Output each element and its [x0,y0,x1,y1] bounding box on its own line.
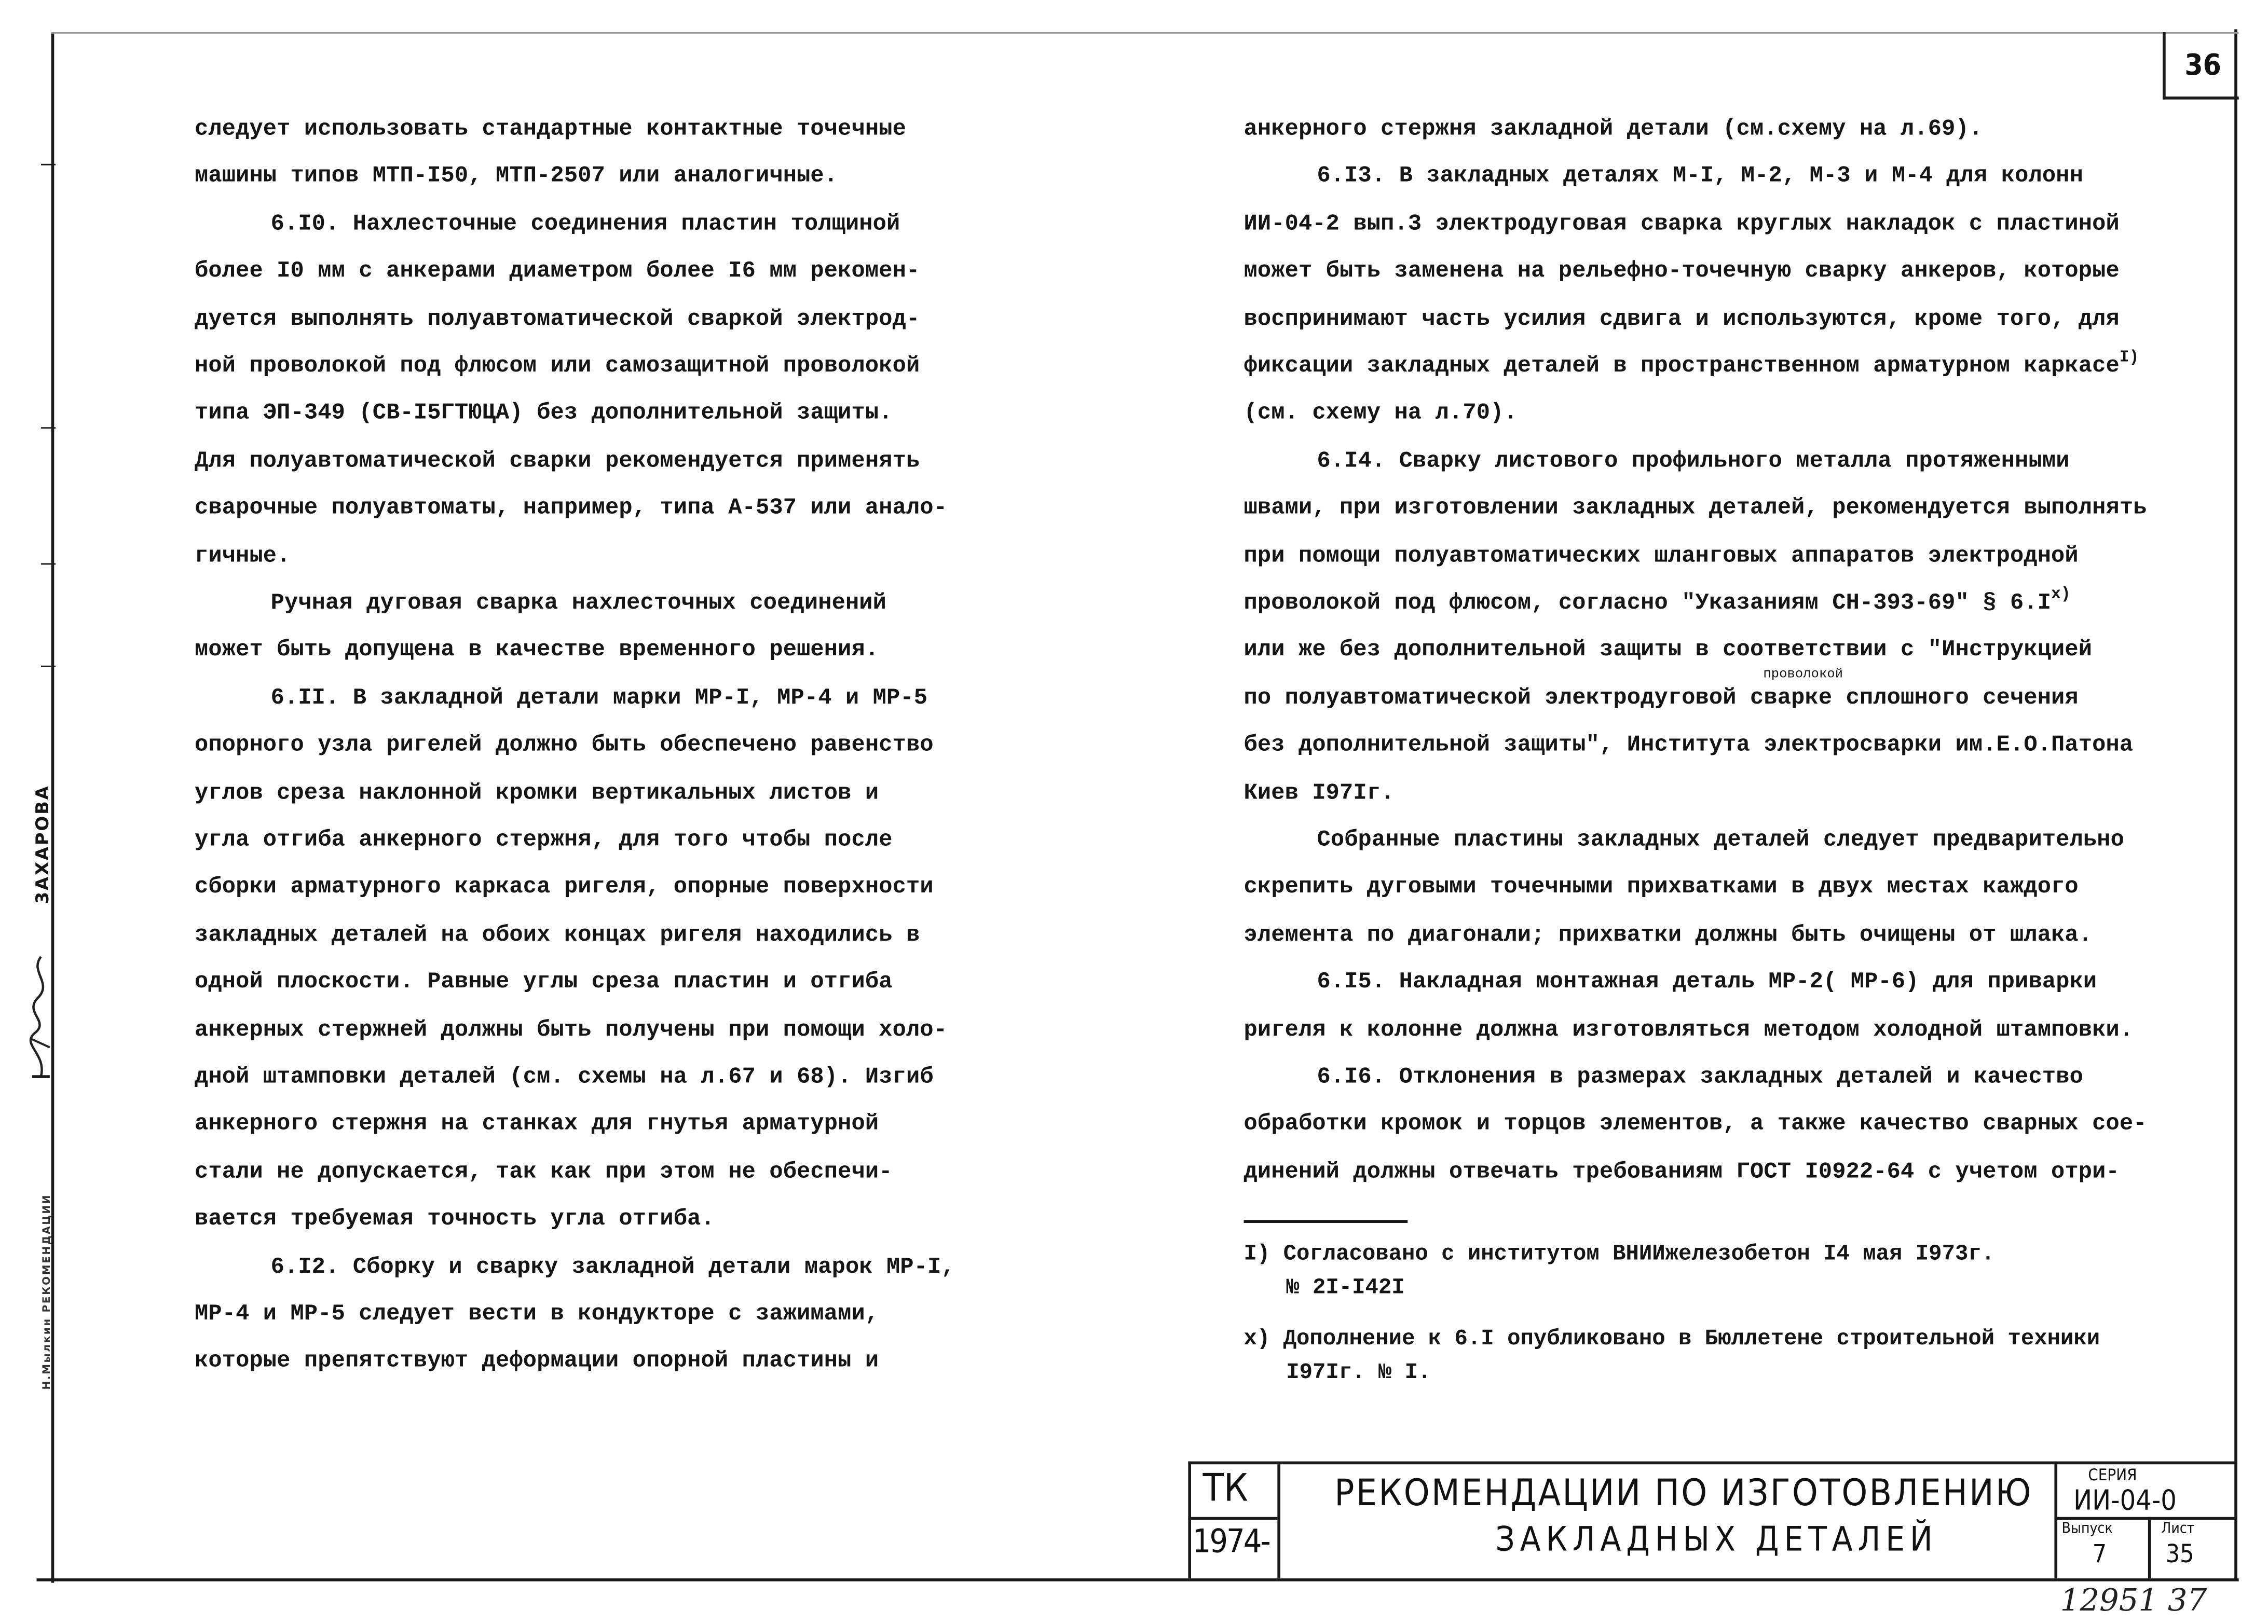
handwritten-archive-number: 12951 37 [2060,1582,2207,1618]
margin-tick [41,563,56,565]
margin-signature [23,951,59,1083]
text-line: 6.I3. В закладных деталях М-I, М-2, М-3 и М-4 для колонн [1317,162,2083,189]
text-line: по полуавтоматической электродуговой сварке сплошного сечения [1244,684,2079,711]
document-title-line-1: РЕКОМЕНДАЦИИ ПО ИЗГОТОВЛЕНИЮ [1334,1471,2033,1515]
text-line: или же без дополнительной защиты в соответствии с "Инструкцией [1244,636,2093,663]
text-line: 6.I2. Сборку и сварку закладной детали марок МР-I, [270,1254,955,1280]
frame-right-rule [2234,29,2237,1580]
text-line: закладных деталей на обоих концах ригеля находились в [194,921,920,948]
text-line: дуется выполнять полуавтоматической сваркой электрод- [194,306,920,333]
text-line: ИИ-04-2 вып.3 электродуговая сварка круглых накладок с пластиной [1244,210,2120,237]
issue-value: 7 [2092,1540,2107,1570]
text-line: более I0 мм с анкерами диаметром более I6 мм рекомен- [194,257,920,284]
text-line: углов среза наклонной кромки вертикальных листов и [194,779,879,806]
text-line: Киев I97Iг. [1244,779,1395,806]
text-line: Собранные пластины закладных деталей следует предварительно [1317,826,2125,853]
text-line: 6.I6. Отклонения в размерах закладных деталей и качество [1317,1063,2083,1090]
text-line-with-note [1244,351,2224,383]
org-code: ТК [1203,1467,1248,1511]
text-line: одной плоскости. Равные углы среза пластин и отгиба [194,968,893,995]
margin-surname-stamp: 3АХАРОВА [32,785,53,904]
document-title-line-2: ЗАКЛАДНЫХ ДЕТАЛЕЙ [1495,1521,1938,1560]
footnote-2-line-1: x) Дополнение к 6.I опубликовано в Бюллетене строительной техники [1244,1327,2100,1352]
text-line: Ручная дуговая сварка нахлесточных соединений [270,589,887,616]
text-line-with-note [1244,588,2224,620]
title-block-divider [2148,1517,2151,1578]
sheet-value: 35 [2165,1540,2194,1570]
text-line: МР-4 и МР-5 следует вести в кондукторе с зажимами, [194,1300,879,1327]
text-line: динений должны отвечать требованиям ГОСТ I0922-64 с учетом отри- [1244,1158,2120,1185]
text-line: вается требуемая точность угла отгиба. [194,1205,715,1232]
sheet-label: Лист [2161,1521,2195,1538]
footnote-marker: x) [2051,586,2071,604]
text-line: ригеля к колонне должна изготовляться методом холодной штамповки. [1244,1016,2134,1043]
text-line: обработки кромок и торцов элементов, а также качество сварных сое- [1244,1110,2147,1137]
text-line: сборки арматурного каркаса ригеля, опорные поверхности [194,873,934,900]
text-line: при помощи полуавтоматических шланговых аппаратов электродной [1244,542,2079,569]
text-line: машины типов МТП-I50, МТП-2507 или аналогичные. [194,162,838,189]
text-line: (см. схему на л.70). [1244,399,1518,426]
page-number: 36 [2184,47,2221,82]
text-line: которые препятствуют деформации опорной пластины и [194,1347,879,1374]
text-line: стали не допускается, так как при этом не обеспечи- [194,1158,893,1185]
footnote-marker: I) [2119,349,2139,367]
title-block-top-rule [1188,1462,2236,1465]
text-line: воспринимают часть усилия сдвига и используются, кроме того, для [1244,306,2120,333]
text-line: может быть допущена в качестве временного решения. [194,636,879,663]
year: 1974- [1192,1524,1269,1561]
text-line: типа ЭП-349 (СВ-I5ГТЮЦА) без дополнительной защиты. [194,399,893,426]
footnote-2-line-2: I97Iг. № I. [1286,1360,1431,1385]
footnote-1-line-1: I) Согласовано с институтом ВНИИжелезобетон I4 мая I973г. [1244,1242,1995,1267]
text-line: ной проволокой под флюсом или самозащитной проволокой [194,352,920,379]
text-line: без дополнительной защиты", Института электросварки им.Е.О.Патона [1244,731,2134,758]
title-block-mid-rule [1188,1517,1277,1520]
text-line: сварочные полуавтоматы, например, типа А-537 или анало- [194,494,948,521]
frame-bottom-rule [36,1578,2238,1581]
text-line: гичные. [194,542,291,569]
text-line: 6.I0. Нахлесточные соединения пластин толщиной [270,210,900,237]
frame-top-rule [51,32,2239,34]
series-value: ИИ-04-0 [2073,1484,2177,1517]
margin-tick [41,164,56,166]
text-line: 6.I4. Сварку листового профильного металла протяженными [1317,447,2070,474]
margin-tick [41,427,56,429]
text-line: 6.I5. Накладная монтажная деталь МР-2( МР-6) для приварки [1317,968,2097,995]
text-line: анкерного стержня на станках для гнутья арматурной [194,1110,879,1137]
text-line: Для полуавтоматической сварки рекомендуется применять [194,447,920,474]
text-line: 6.II. В закладной детали марки МР-I, МР-4 и МР-5 [270,684,928,711]
margin-tick [41,666,56,667]
footnote-1-line-2: № 2I-I42I [1286,1275,1405,1301]
text-line: может быть заменена на рельефно-точечную сварку анкеров, которые [1244,257,2120,284]
text-line: анкерного стержня закладной детали (см.схему на л.69). [1244,115,1983,142]
text-line: скрепить дуговыми точечными прихватками в двух местах каждого [1244,873,2079,900]
title-block-mid-rule [2054,1517,2236,1520]
text-line: дной штамповки деталей (см. схемы на л.67 и 68). Изгиб [194,1063,934,1090]
title-block-divider [1277,1462,1280,1579]
text-line: элемента по диагонали; прихватки должны быть очищены от шлака. [1244,921,2093,948]
text-line: швами, при изготовлении закладных деталей, рекомендуется выполнять [1244,494,2147,521]
text-line: следует использовать стандартные контактные точечные [194,115,907,142]
margin-names-stamp: Н.Мылкин РЕКОМЕНДАЦИИ [40,1193,53,1390]
handwritten-insert: проволокой [1763,667,1843,682]
text-line: угла отгиба анкерного стержня, для того чтобы после [194,826,893,853]
issue-label: Выпуск [2061,1521,2113,1538]
margin-stamp-bar [32,1075,50,1078]
series-label: СЕРИЯ [2088,1466,2137,1485]
text-line: анкерных стержней должны быть получены при помощи холо- [194,1016,948,1043]
text-fragment: проволокой под флюсом, согласно "Указаниям СН-393-69" § 6.I [1244,589,2052,616]
text-line: опорного узла ригелей должно быть обеспечено равенство [194,731,934,758]
text-fragment: фиксации закладных деталей в пространственном арматурном каркасе [1244,352,2120,379]
footnote-rule [1244,1220,1408,1223]
